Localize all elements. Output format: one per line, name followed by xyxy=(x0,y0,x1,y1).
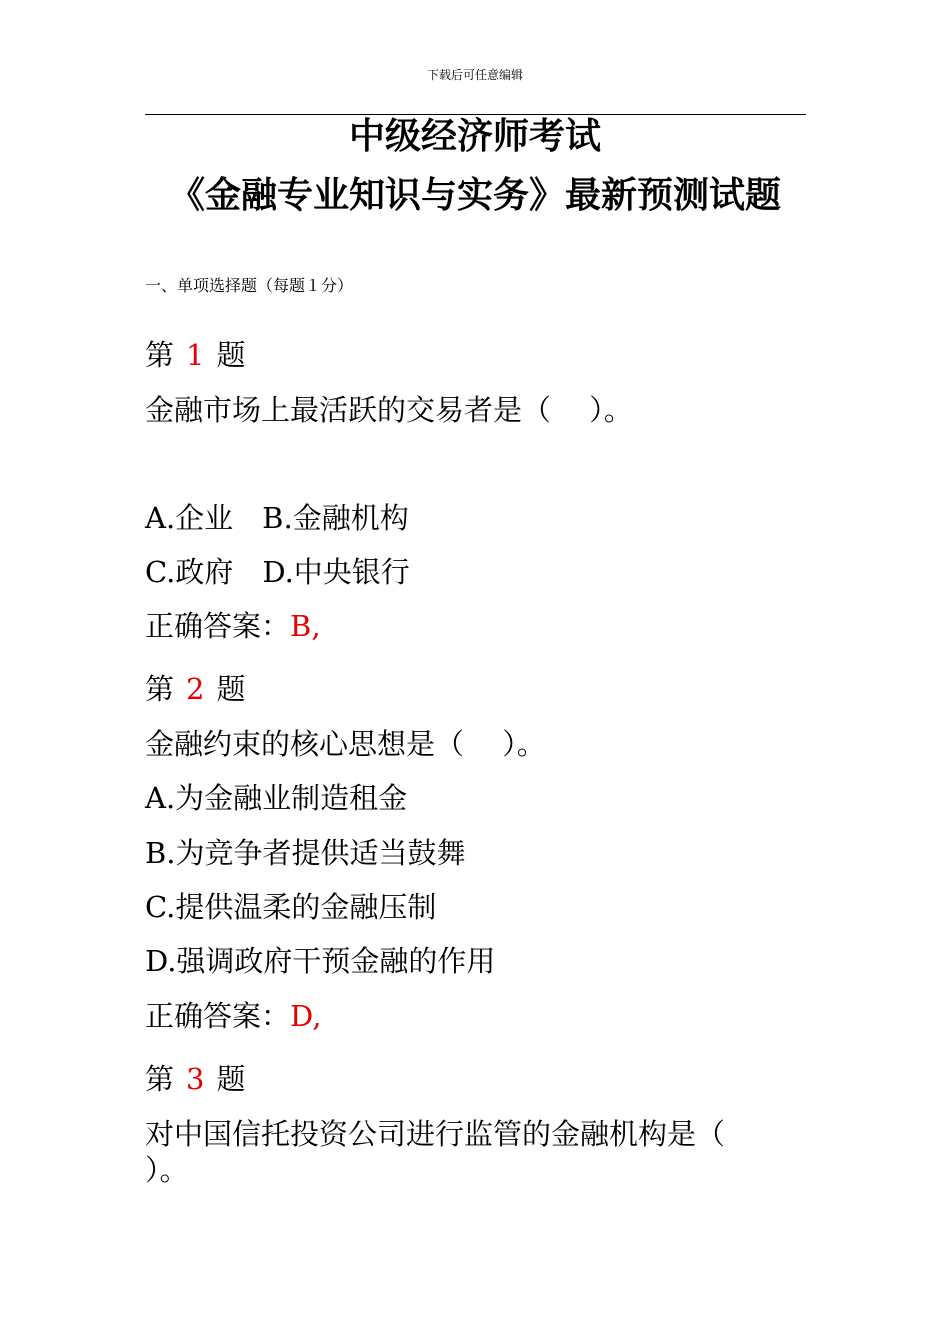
document-title-line1: 中级经济师考试 xyxy=(348,115,601,157)
question-suffix: 题 xyxy=(216,338,246,372)
question-prefix: 第 xyxy=(145,338,175,372)
question-2-heading xyxy=(145,671,245,707)
question-1-stem: 金融市场上最活跃的交易者是（ ）。 xyxy=(145,393,633,427)
section-heading: 一、单项选择题（每题１分） xyxy=(145,276,354,295)
question-suffix: 题 xyxy=(216,1062,246,1096)
question-2-option: C.提供温柔的金融压制 xyxy=(145,890,437,924)
question-1-option-line: C.政府 D.中央银行 xyxy=(145,555,410,589)
question-prefix: 第 xyxy=(145,1062,175,1096)
answer-label: 正确答案： xyxy=(145,999,291,1033)
question-number: 2 xyxy=(186,672,205,706)
question-3-heading xyxy=(145,1061,245,1097)
answer-value: D, xyxy=(290,999,322,1033)
question-1-option-line: A.企业 B.金融机构 xyxy=(145,501,409,535)
question-3-stem-line2: ）。 xyxy=(145,1153,189,1187)
question-2-option: B.为竞争者提供适当鼓舞 xyxy=(145,836,466,870)
question-2-option: A.为金融业制造租金 xyxy=(145,781,408,815)
answer-value: B, xyxy=(290,609,321,643)
question-prefix: 第 xyxy=(145,672,175,706)
question-2-answer xyxy=(145,998,321,1034)
question-number: 3 xyxy=(186,1062,205,1096)
question-2-option: D.强调政府干预金融的作用 xyxy=(145,944,496,978)
question-number: 1 xyxy=(186,338,205,372)
header-note: 下载后可任意编辑 xyxy=(426,68,523,82)
question-3-stem-line1: 对中国信托投资公司进行监管的金融机构是（ xyxy=(145,1117,726,1151)
question-1-heading xyxy=(145,337,245,373)
question-suffix: 题 xyxy=(216,672,246,706)
question-2-stem: 金融约束的核心思想是（ ）。 xyxy=(145,727,546,761)
question-1-answer xyxy=(145,608,321,644)
document-title-line2: 《金融专业知识与实务》最新预测试题 xyxy=(168,174,781,216)
answer-label: 正确答案： xyxy=(145,609,291,643)
